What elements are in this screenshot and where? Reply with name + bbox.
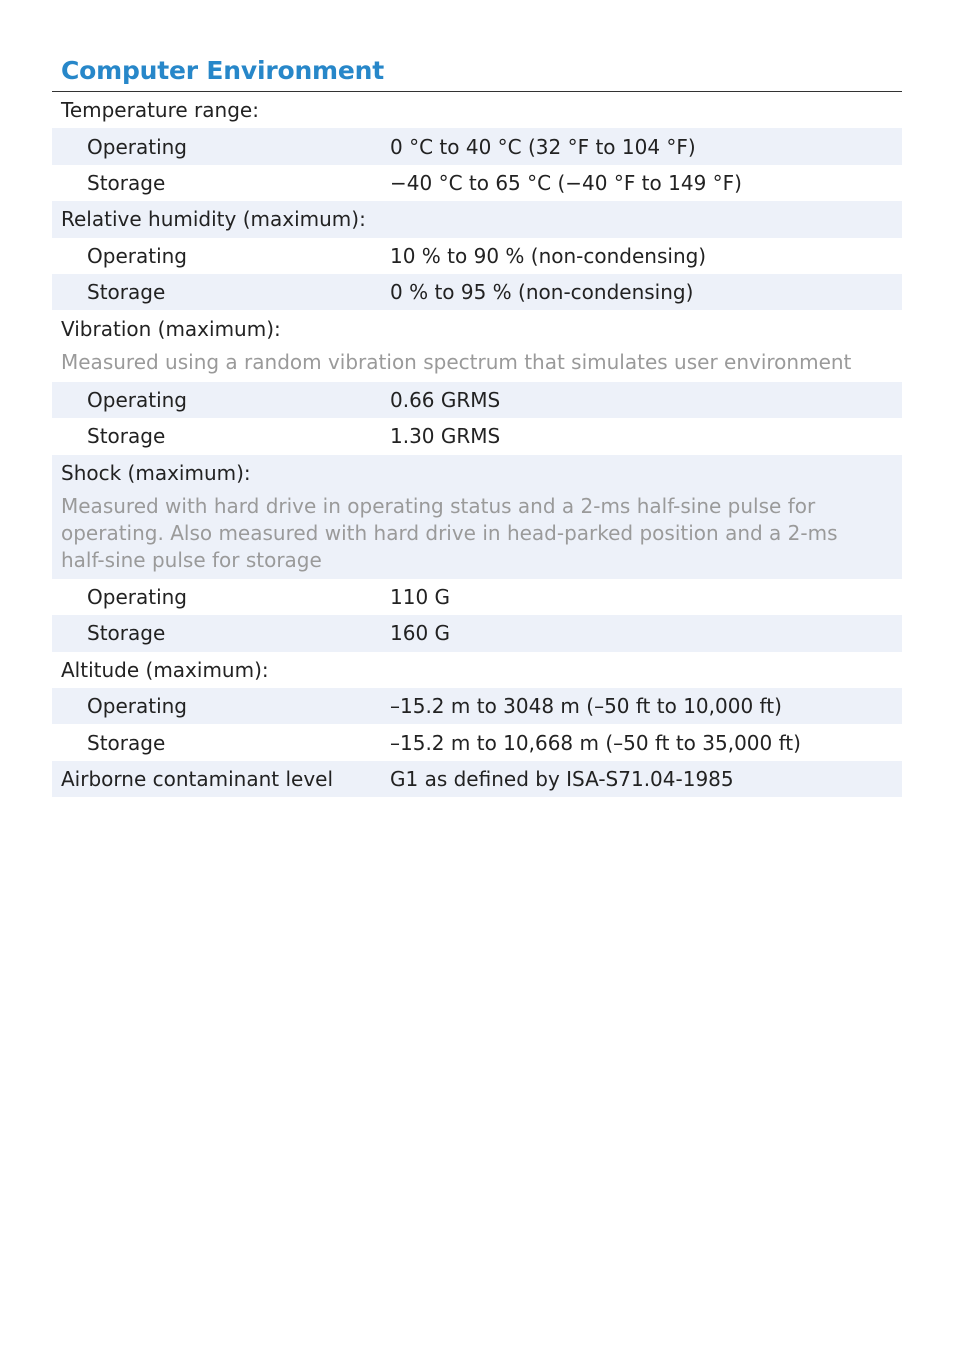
altitude-operating-label: Operating: [87, 694, 187, 719]
temperature-storage-label: Storage: [87, 170, 166, 195]
vibration-operating-label: Operating: [87, 387, 187, 412]
altitude-storage-row: [52, 724, 902, 760]
shock-operating-value: 110 G: [390, 585, 451, 610]
altitude-operating-row: [52, 688, 902, 724]
shock-heading: Shock (maximum):: [61, 460, 251, 485]
humidity-heading-row: [52, 201, 902, 237]
humidity-operating-row: [52, 238, 902, 274]
temperature-operating-label: Operating: [87, 134, 187, 159]
altitude-heading: Altitude (maximum):: [61, 657, 269, 682]
vibration-note: Measured using a random vibration spectrum that simulates user environment: [61, 349, 852, 374]
vibration-operating-row: [52, 382, 902, 418]
altitude-heading-row: [52, 652, 902, 688]
humidity-storage-value: 0 % to 95 % (non-condensing): [390, 280, 694, 305]
vibration-storage-label: Storage: [87, 424, 166, 449]
shock-storage-label: Storage: [87, 621, 166, 646]
humidity-storage-row: [52, 274, 902, 310]
altitude-storage-value: –15.2 m to 10,668 m (–50 ft to 35,000 ft): [390, 730, 801, 755]
vibration-storage-row: [52, 418, 902, 454]
vibration-heading-row: [52, 310, 902, 346]
shock-storage-row: [52, 615, 902, 651]
vibration-operating-value: 0.66 GRMS: [390, 387, 501, 412]
temperature-operating-row: [52, 128, 902, 164]
temperature-storage-value: −40 °C to 65 °C (−40 °F to 149 °F): [390, 170, 742, 195]
section-title: Computer Environment: [61, 56, 385, 85]
shock-operating-row: [52, 579, 902, 615]
humidity-operating-value: 10 % to 90 % (non-condensing): [390, 243, 707, 268]
altitude-storage-label: Storage: [87, 730, 166, 755]
shock-storage-value: 160 G: [390, 621, 451, 646]
temperature-heading: Temperature range:: [61, 98, 259, 123]
shock-operating-label: Operating: [87, 585, 187, 610]
humidity-heading: Relative humidity (maximum):: [61, 207, 366, 232]
environment-spec-table: [52, 92, 902, 797]
temperature-operating-value: 0 °C to 40 °C (32 °F to 104 °F): [390, 134, 696, 159]
humidity-operating-label: Operating: [87, 243, 187, 268]
temperature-storage-row: [52, 165, 902, 201]
shock-heading-row: [52, 455, 902, 491]
altitude-operating-value: –15.2 m to 3048 m (–50 ft to 10,000 ft): [390, 694, 782, 719]
airborne-row: [52, 761, 902, 797]
shock-note: Measured with hard drive in operating status and a 2-ms half-sine pulse for operating. Also measured with hard drive in head-parked position and a 2-ms half-sine pulse for storage: [61, 493, 838, 572]
humidity-storage-label: Storage: [87, 280, 166, 305]
shock-heading-block: [52, 455, 902, 579]
airborne-value: G1 as defined by ISA-S71.04-1985: [390, 767, 734, 792]
vibration-storage-value: 1.30 GRMS: [390, 424, 501, 449]
temperature-heading-row: [52, 92, 902, 128]
vibration-heading: Vibration (maximum):: [61, 316, 281, 341]
airborne-label: Airborne contaminant level: [61, 767, 334, 792]
